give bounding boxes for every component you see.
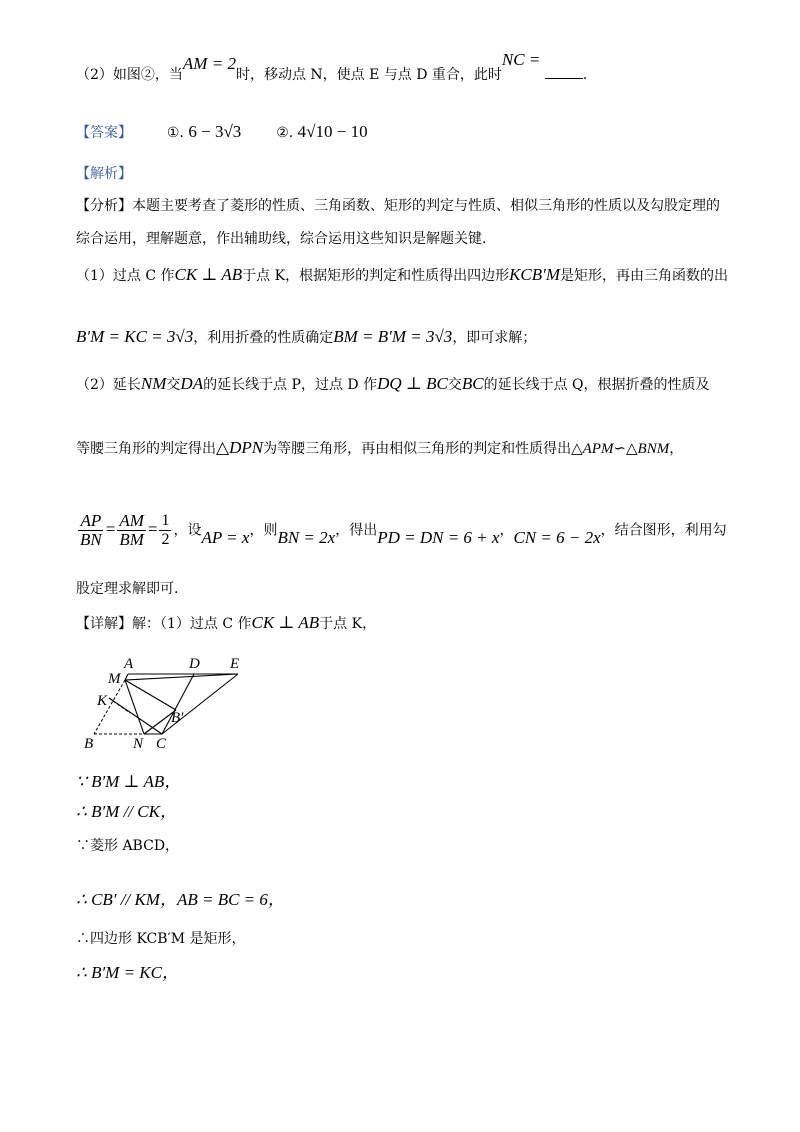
part1-line-2 [76, 327, 536, 347]
step-1: ∵ B′M ⊥ AB， [76, 772, 182, 791]
answer-line [76, 122, 368, 142]
p2-math-da: DA [180, 374, 204, 393]
p2-math-dq-perp-bc: DQ ⊥ BC [377, 374, 448, 393]
fenxi-line-2: 综合运用，理解题意，作出辅助线，综合运用这些知识是解题关键. [76, 231, 487, 247]
q2-target: NC = [501, 50, 541, 69]
fraction-one-half [159, 512, 171, 549]
step-2: ∴ B′M // CK， [76, 802, 177, 821]
part1-line-1 [76, 265, 728, 285]
label-k: K [97, 693, 108, 709]
segment-mb1 [125, 680, 176, 710]
answer-blank [545, 66, 583, 79]
frac-den-2: 2 [161, 531, 170, 548]
answer-2: 4√10 − 10 [297, 122, 368, 141]
frac-num-1: 1 [161, 512, 170, 529]
p1-math-ck-perp-ab: CK ⊥ AB [174, 265, 243, 284]
p2-math-pd-eq: PD = DN = 6 + x [377, 527, 500, 547]
p2-text-a: （2）延长 [76, 377, 141, 393]
segment-mn [125, 680, 144, 734]
p2-text-f: 等腰三角形的判定得出 [76, 441, 216, 457]
part2-line-4: 股定理求解即可. [76, 581, 179, 597]
p2-math-nm: NM [140, 374, 167, 393]
fraction-am-bm [117, 512, 146, 549]
p2-text-d: 交 [447, 377, 462, 393]
label-c: C [156, 736, 167, 752]
step-4: ∴ CB′ // KM，AB = BC = 6， [76, 890, 285, 909]
geometry-figure [80, 652, 280, 752]
p2-text-g: 为等腰三角形，再由相似三角形的判定和性质得出 [263, 441, 572, 457]
part2-line-2 [76, 438, 683, 458]
detail-text-b: 于点 K， [319, 616, 377, 632]
p1-text-e: ，即可求解； [452, 330, 537, 346]
part2-line-3: $\frac{AP}{BN}$ = $\frac{AM}{BM}$ = $\frac{1}{2}$ ，设AP = x，则BN = 2x，得出PD = DN = 6 + x，CN = 6 − 2x，结合图形，利用勾 [80, 511, 727, 549]
p1-text-a: （1）过点 C 作 [76, 268, 175, 284]
answer-label: 【答案】 [76, 125, 132, 141]
answer-2-label: ②. [276, 125, 294, 141]
analysis-label: 【解析】 [76, 166, 132, 182]
p1-math-kcbm: KCB′M [509, 265, 561, 284]
answer-1-label: ①. [166, 125, 184, 141]
p2-math-bn-eq-2x: BN = 2x [277, 527, 336, 547]
detail-text-a: 【详解】解：（1）过点 C 作 [76, 616, 252, 632]
label-e: E [230, 656, 240, 672]
q2-end: . [582, 67, 588, 83]
frac-den-bn: BN [80, 530, 102, 549]
p2-text-c: 的延长线于点 P，过点 D 作 [203, 377, 378, 393]
frac-num-ap: AP [80, 511, 102, 530]
segment-kc [109, 698, 162, 734]
p1-math-bm-eq: BM = B′M = 3√3 [333, 327, 453, 346]
part2-line-1 [76, 374, 710, 394]
p2-text-m: ，结合图形，利用勾 [600, 522, 727, 539]
detail-line [76, 613, 376, 633]
q2-condition: AM = 2 [182, 54, 236, 73]
p2-text-i: ，设 [173, 522, 202, 539]
step-3: ∵菱形 ABCD， [76, 838, 180, 854]
p2-math-cn-eq: CN = 6 − 2x [513, 527, 601, 547]
segment-me [125, 674, 238, 680]
frac-num-am: AM [119, 511, 144, 530]
p2-text-b: 交 [166, 377, 181, 393]
p2-math-bc: BC [461, 374, 484, 393]
step-6: ∴ B′M = KC， [76, 963, 179, 982]
label-d: D [189, 656, 200, 672]
p2-math-similar: △APM∽△BNM [571, 441, 670, 457]
answer-1: 6 − 3√3 [188, 122, 242, 141]
fraction-ap-bn [78, 512, 104, 549]
segment-am [125, 674, 128, 680]
p1-math-bm-eq-kc: B′M = KC = 3√3 [76, 327, 194, 346]
frac-den-bm: BM [119, 530, 144, 549]
p2-text-l: ， [499, 522, 514, 539]
q2-middle: 时，移动点 N，使点 E 与点 D 重合，此时 [235, 67, 502, 83]
label-b: B [84, 736, 94, 752]
p1-text-b: 于点 K，根据矩形的判定和性质得出四边形 [242, 268, 510, 284]
p2-math-triangle-dpn: △DPN [216, 438, 264, 457]
detail-math-ck-perp-ab: CK ⊥ AB [251, 613, 320, 632]
label-a: A [124, 656, 134, 672]
label-m: M [108, 671, 121, 687]
p2-text-h: ， [669, 441, 684, 457]
step-5: ∴四边形 KCB′M 是矩形， [76, 931, 246, 947]
q2-prefix: （2）如图②，当 [76, 67, 183, 83]
p2-text-k: ，得出 [335, 522, 378, 539]
p2-text-e: 的延长线于点 Q，根据折叠的性质及 [483, 377, 710, 393]
label-n: N [133, 736, 144, 752]
p2-text-j: ，则 [249, 522, 278, 539]
label-b-prime: B′ [171, 710, 184, 726]
p1-text-c: 是矩形，再由三角函数的出 [560, 268, 729, 284]
p2-math-ap-eq-x: AP = x [201, 527, 250, 547]
fenxi-line-1: 【分析】本题主要考查了菱形的性质、三角函数、矩形的判定与性质、相似三角形的性质以及勾股定理的 [76, 198, 720, 214]
question-2 [76, 50, 588, 84]
p1-text-d: ，利用折叠的性质确定 [193, 330, 334, 346]
